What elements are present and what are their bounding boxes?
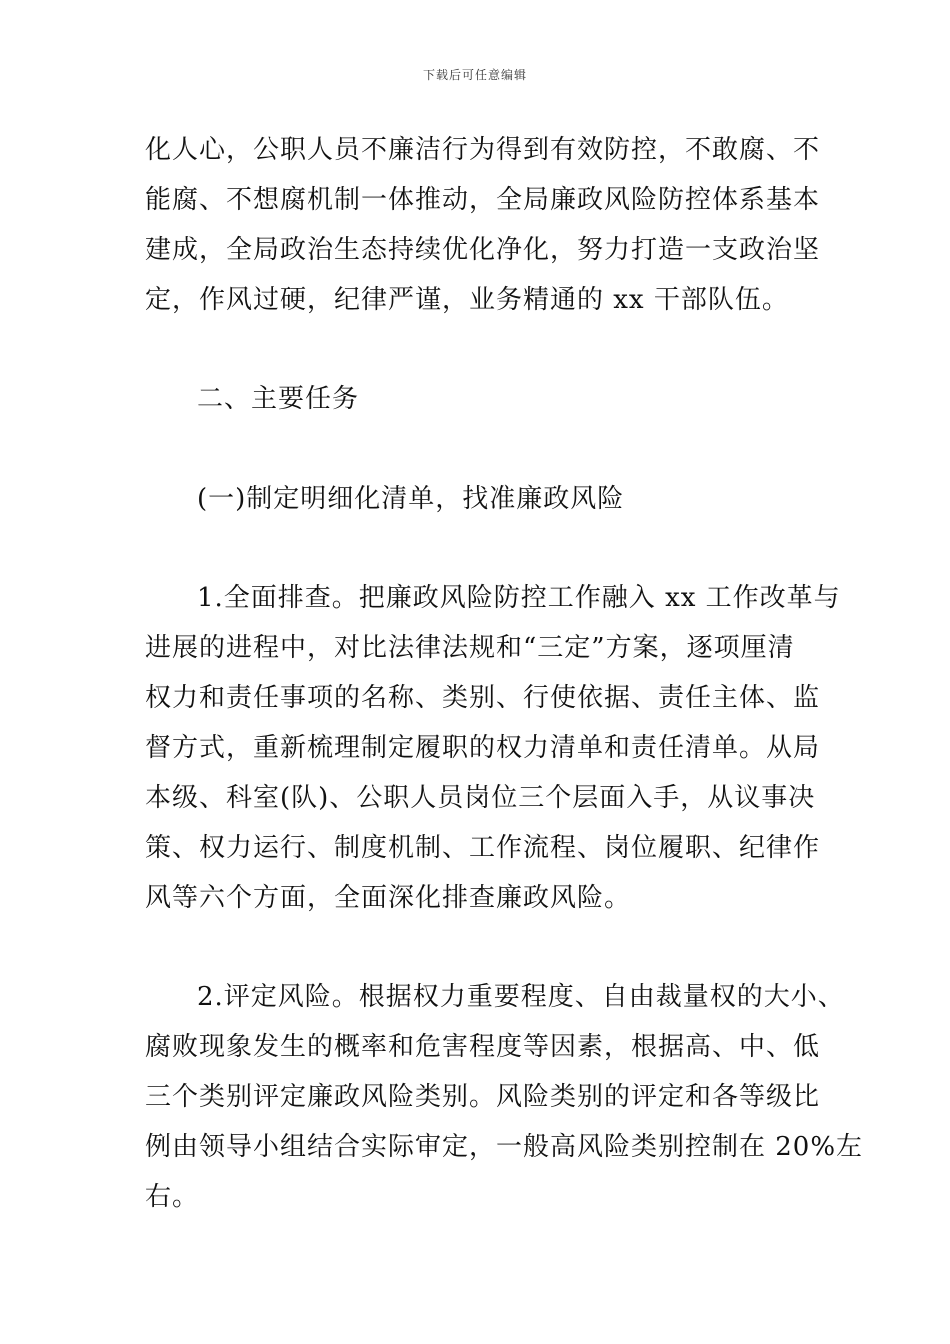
body-line: 化人心，公职人员不廉洁行为得到有效防控，不敢腐、不: [145, 135, 821, 165]
download-note: 下载后可任意编辑: [422, 68, 527, 82]
body-line: 建成，全局政治生态持续优化净化，努力打造一支政治坚: [145, 235, 821, 265]
body-line: 1.全面排查。把廉政风险防控工作融入 xx 工作改革与: [197, 583, 841, 613]
body-line: 进展的进程中，对比法律法规和“三定”方案，逐项厘清: [145, 633, 795, 663]
body-line: 腐败现象发生的概率和危害程度等因素，根据高、中、低: [145, 1032, 821, 1062]
body-line: 策、权力运行、制度机制、工作流程、岗位履职、纪律作: [145, 833, 821, 863]
body-line: 风等六个方面，全面深化排查廉政风险。: [145, 883, 632, 913]
body-line: 例由领导小组结合实际审定，一般高风险类别控制在 20%左: [145, 1132, 864, 1162]
body-line: 本级、科室(队)、公职人员岗位三个层面入手，从议事决: [145, 783, 816, 813]
body-line: 督方式，重新梳理制定履职的权力清单和责任清单。从局: [145, 733, 821, 763]
body-line: 三个类别评定廉政风险类别。风险类别的评定和各等级比: [145, 1082, 821, 1112]
subsection-heading: (一)制定明细化清单，找准廉政风险: [197, 484, 625, 514]
body-line: 能腐、不想腐机制一体推动，全局廉政风险防控体系基本: [145, 185, 821, 215]
body-line: 右。: [145, 1182, 200, 1212]
body-line: 权力和责任事项的名称、类别、行使依据、责任主体、监: [145, 683, 821, 713]
body-line: 2.评定风险。根据权力重要程度、自由裁量权的大小、: [197, 982, 845, 1012]
section-heading: 二、主要任务: [197, 384, 360, 414]
body-line: 定，作风过硬，纪律严谨，业务精通的 xx 干部队伍。: [145, 285, 789, 315]
